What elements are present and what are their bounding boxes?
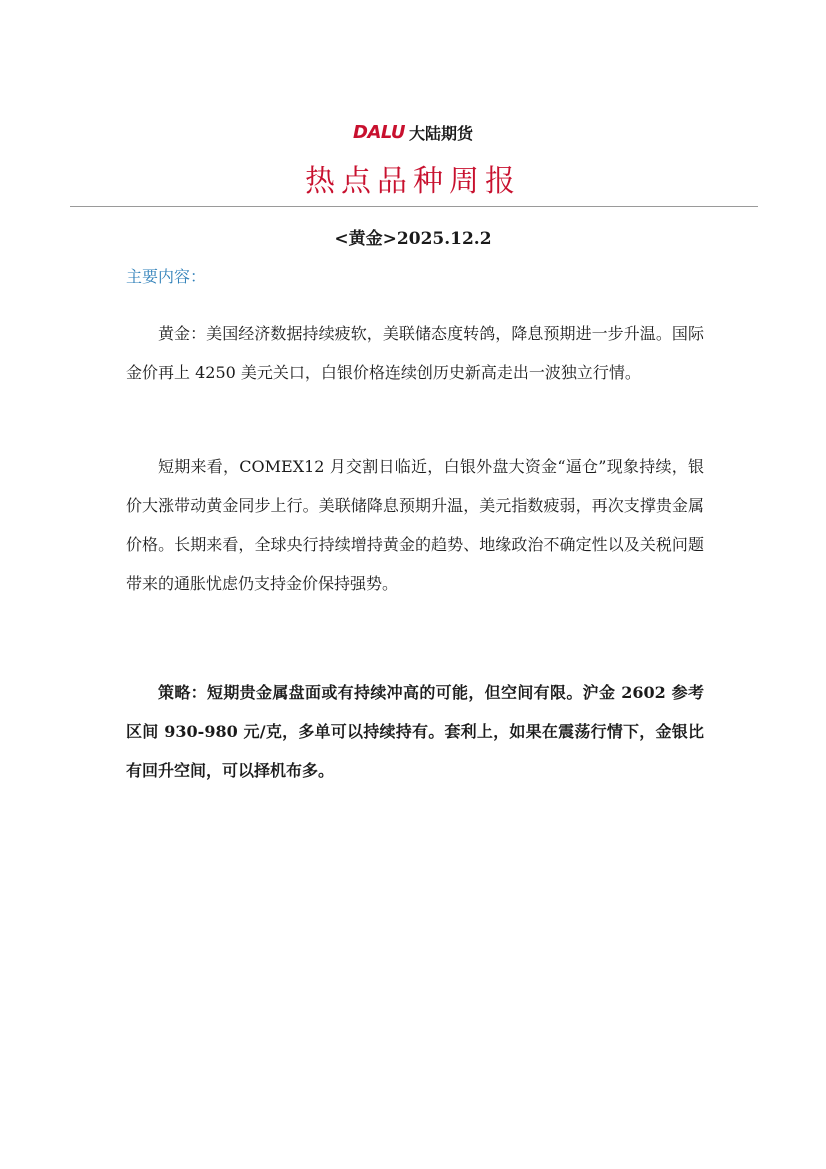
report-title: 热点品种周报 — [305, 164, 521, 199]
paragraph-outlook: 短期来看，COMEX12 月交割日临近，白银外盘大资金“逼仓”现象持续，银价大涨带动黄金同步上行。美联储降息预期升温，美元指数疲弱，再次支撑贵金属价格。长期来看，全球央行持续增持黄金的趋势、地缘政治不确定性以及关税问题带来的通胀忧虑仍支持金价保持强势。 — [126, 457, 704, 593]
company-logo — [0, 120, 826, 144]
logo-mark: DALU — [353, 121, 405, 143]
paragraph-strategy: 策略：短期贵金属盘面或有持续冲高的可能，但空间有限。沪金 2602 参考区间 930-980 元/克，多单可以持续持有。套利上，如果在震荡行情下，金银比有回升空间，可以择机布多。 — [126, 683, 704, 780]
paragraph-gold-summary: 黄金：美国经济数据持续疲软，美联储态度转鸽，降息预期进一步升温。国际金价再上 4250 美元关口，白银价格连续创历史新高走出一波独立行情。 — [126, 324, 704, 382]
title-divider — [70, 206, 758, 207]
company-name: 大陆期货 — [408, 123, 473, 143]
section-heading: 主要内容： — [126, 267, 207, 286]
report-subtitle: <黄金>2025.12.2 — [334, 229, 492, 249]
